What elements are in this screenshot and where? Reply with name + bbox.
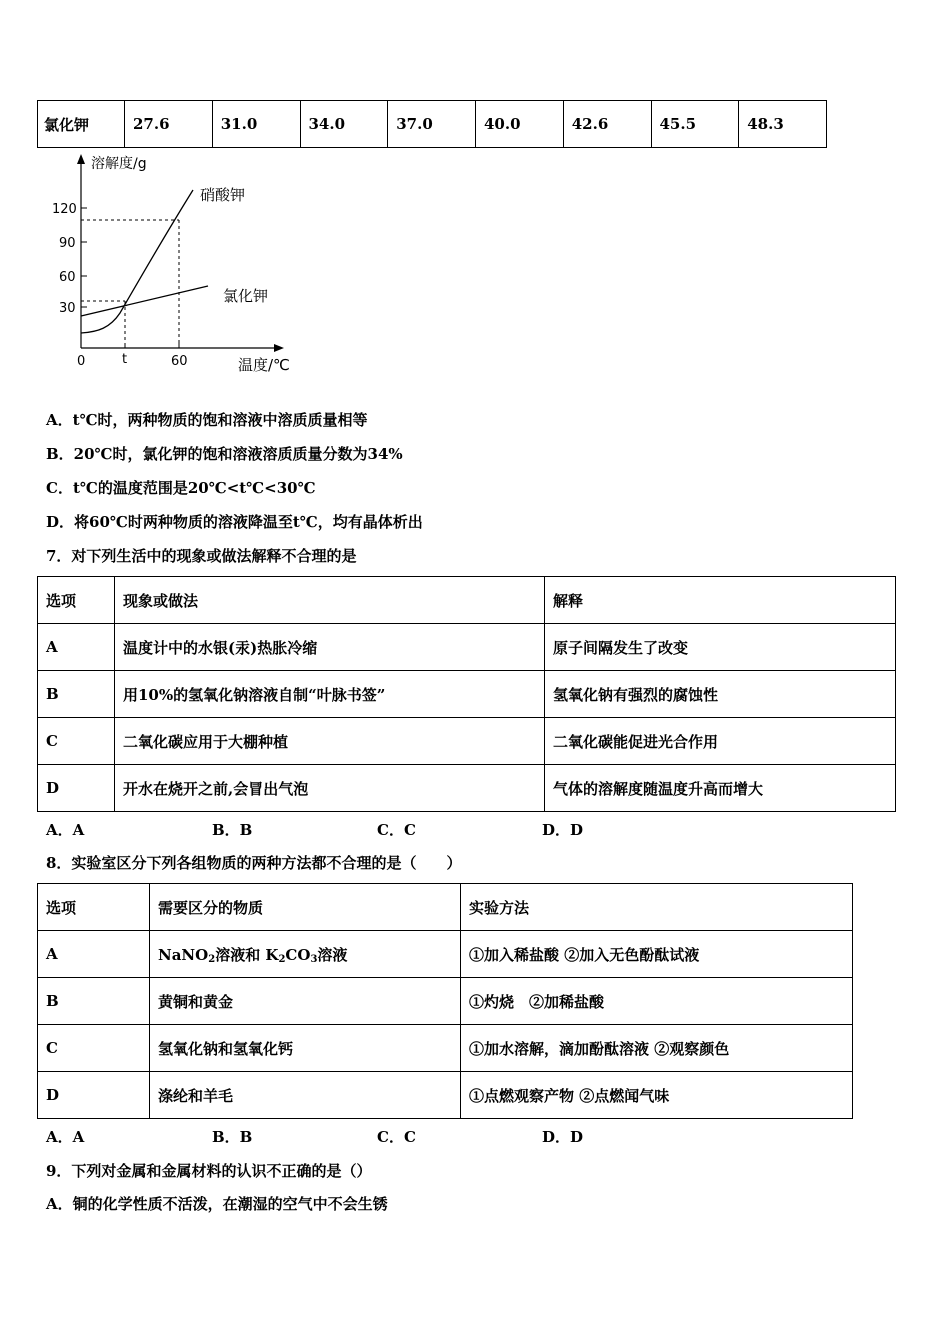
table-row xyxy=(38,671,896,718)
table-row xyxy=(38,624,896,671)
table-cell: 氢氧化钠有强烈的腐蚀性 xyxy=(545,671,896,718)
formula-part: 溶液 xyxy=(317,945,348,964)
table-cell: 黄铜和黄金 xyxy=(150,978,461,1025)
y-tick-label: 120 xyxy=(52,202,77,217)
q7-table xyxy=(37,576,896,812)
q8-choice-b: B．B xyxy=(212,1128,253,1146)
q6-option-a: A．t℃时，两种物质的饱和溶液中溶质质量相等 xyxy=(46,411,368,429)
y-axis-arrow xyxy=(77,154,85,164)
formula-subscript: 3 xyxy=(310,953,318,965)
q9-stem: 9．下列对金属和金属材料的认识不正确的是（） xyxy=(46,1162,372,1180)
solubility-chart xyxy=(40,148,310,380)
q8-choice-a: A．A xyxy=(46,1128,85,1146)
column-header: 需要区分的物质 xyxy=(150,884,461,931)
table-cell: ①加水溶解，滴加酚酞溶液 ②观察颜色 xyxy=(461,1025,853,1072)
column-header: 解释 xyxy=(545,577,896,624)
table-cell: 40.0 xyxy=(476,101,564,148)
table-cell: B xyxy=(38,978,150,1025)
x-axis-arrow xyxy=(274,344,284,352)
y-axis-label: 溶解度/g xyxy=(91,156,147,172)
table-cell: 34.0 xyxy=(300,101,388,148)
table-cell: D xyxy=(38,1072,150,1119)
x-axis-label: 温度/℃ xyxy=(238,356,290,374)
column-header: 实验方法 xyxy=(461,884,853,931)
formula-subscript: 2 xyxy=(208,953,216,965)
table-row xyxy=(38,884,853,931)
q7-stem: 7．对下列生活中的现象或做法解释不合理的是 xyxy=(46,547,357,565)
table-row xyxy=(38,978,853,1025)
table-cell: B xyxy=(38,671,115,718)
kcl-solubility-table xyxy=(37,100,827,148)
table-cell: 31.0 xyxy=(212,101,300,148)
table-cell: 氢氧化钠和氢氧化钙 xyxy=(150,1025,461,1072)
table-cell: 温度计中的水银(汞)热胀冷缩 xyxy=(115,624,545,671)
q6-option-c: C．t℃的温度范围是20℃<t℃<30℃ xyxy=(46,479,316,497)
q8-stem: 8．实验室区分下列各组物质的两种方法都不合理的是（ ） xyxy=(46,854,462,872)
table-cell: D xyxy=(38,765,115,812)
table-row xyxy=(38,718,896,765)
x-tick-label: 60 xyxy=(171,354,188,369)
table-cell: A xyxy=(38,624,115,671)
q6-option-d: D．将60℃时两种物质的溶液降温至t℃，均有晶体析出 xyxy=(46,513,423,531)
formula-part: 溶液和 K xyxy=(215,945,279,964)
table-cell: 二氧化碳能促进光合作用 xyxy=(545,718,896,765)
table-cell: 42.6 xyxy=(563,101,651,148)
q6-option-b: B．20℃时，氯化钾的饱和溶液溶质质量分数为34% xyxy=(46,445,403,463)
formula-part: CO xyxy=(285,945,311,964)
q8-table xyxy=(37,883,853,1119)
table-cell-formula xyxy=(150,931,461,978)
table-cell: 原子间隔发生了改变 xyxy=(545,624,896,671)
q9-option-a: A．铜的化学性质不活泼，在潮湿的空气中不会生锈 xyxy=(46,1195,388,1213)
q8-choice-d: D．D xyxy=(542,1128,584,1146)
y-tick-label: 90 xyxy=(59,236,76,251)
table-cell: 45.5 xyxy=(651,101,739,148)
table-cell: C xyxy=(38,718,115,765)
formula-part: NaNO xyxy=(158,945,209,964)
x-tick-label: 0 xyxy=(77,354,86,369)
table-cell: A xyxy=(38,931,150,978)
x-ticks xyxy=(77,343,188,369)
q7-choice-c: C．C xyxy=(377,821,416,839)
series-label-kno3: 硝酸钾 xyxy=(200,186,246,204)
q8-choice-c: C．C xyxy=(377,1128,416,1146)
q7-choice-d: D．D xyxy=(542,821,584,839)
y-ticks xyxy=(52,202,87,316)
table-row xyxy=(38,1072,853,1119)
table-row xyxy=(38,101,827,148)
formula-subscript: 2 xyxy=(278,953,286,965)
table-cell: ①点燃观察产物 ②点燃闻气味 xyxy=(461,1072,853,1119)
table-row xyxy=(38,931,853,978)
table-cell: 37.0 xyxy=(388,101,476,148)
series-label-kcl: 氯化钾 xyxy=(223,287,269,305)
table-cell: 48.3 xyxy=(739,101,827,148)
table-cell: 27.6 xyxy=(125,101,213,148)
table-cell: 二氧化碳应用于大棚种植 xyxy=(115,718,545,765)
table-cell: 气体的溶解度随温度升高而增大 xyxy=(545,765,896,812)
q7-choice-a: A．A xyxy=(46,821,85,839)
column-header: 选项 xyxy=(38,577,115,624)
q7-choice-b: B．B xyxy=(212,821,253,839)
table-cell: 涤纶和羊毛 xyxy=(150,1072,461,1119)
table-cell: 用10%的氢氧化钠溶液自制“叶脉书签” xyxy=(115,671,545,718)
table-cell: C xyxy=(38,1025,150,1072)
table-row xyxy=(38,1025,853,1072)
table-row xyxy=(38,765,896,812)
row-label: 氯化钾 xyxy=(38,101,125,148)
table-cell: ①灼烧 ②加稀盐酸 xyxy=(461,978,853,1025)
column-header: 现象或做法 xyxy=(115,577,545,624)
column-header: 选项 xyxy=(38,884,150,931)
y-tick-label: 60 xyxy=(59,270,76,285)
table-cell: ①加入稀盐酸 ②加入无色酚酞试液 xyxy=(461,931,853,978)
table-cell: 开水在烧开之前,会冒出气泡 xyxy=(115,765,545,812)
y-tick-label: 30 xyxy=(59,301,76,316)
x-tick-label: t xyxy=(122,352,128,367)
table-row xyxy=(38,577,896,624)
